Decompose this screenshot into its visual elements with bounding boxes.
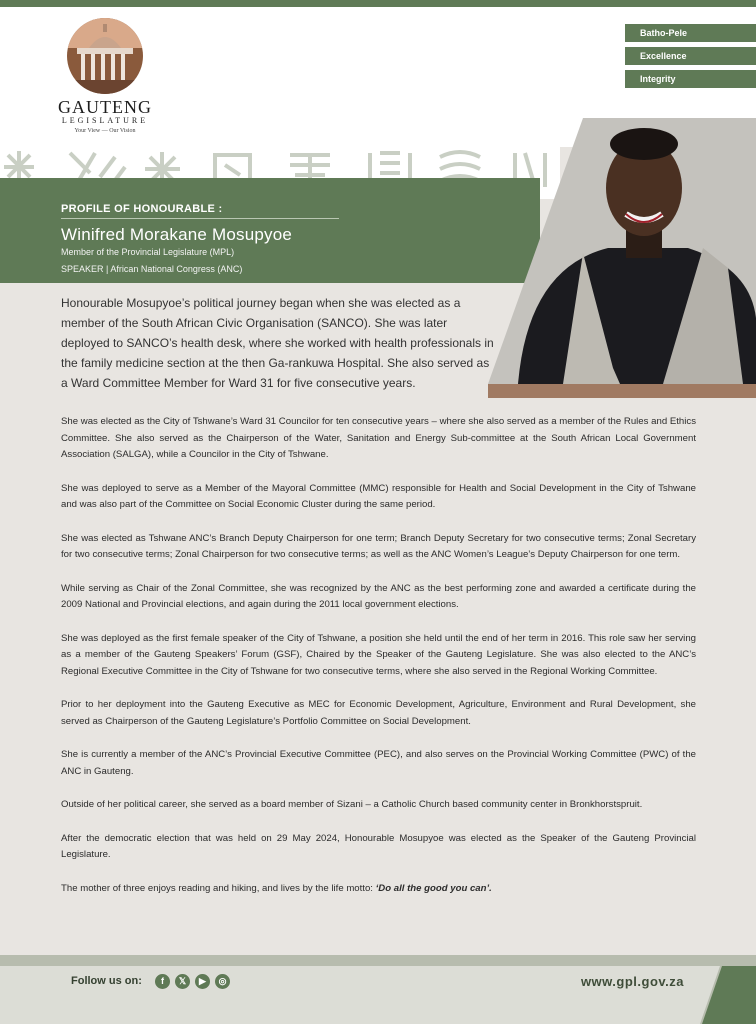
profile-name: Winifred Morakane Mosupyoe bbox=[61, 225, 293, 244]
bio-paragraph: After the democratic election that was held on 29 May 2024, Honourable Mosupyoe was elected as the Speaker of the Gauteng Provincial Legislature. bbox=[61, 832, 696, 860]
logo-subtitle: LEGISLATURE bbox=[61, 116, 149, 125]
logo-tagline: Your View — Our Vision bbox=[74, 128, 136, 134]
bio-paragraph: She is currently a member of the ANC’s Provincial Executive Committee (PEC), and also serves on the Provincial Working Committee (PWC) of the ANC in Gauteng. bbox=[61, 749, 696, 777]
legislature-building-icon bbox=[67, 18, 143, 94]
life-motto: ‘Do all the good you can’. bbox=[375, 882, 492, 894]
footer-shape bbox=[0, 960, 756, 1024]
intro-paragraph: Honourable Mosupyoe’s political journey began when she was elected as a member of the South African Civic Organisation (SANCO). She was later deployed to SANCO’s health desk, where she worked with health professionals in the family medicine section at the then Ga-rankuwa Hospital. She also served as a Ward Committee Member for Ward 31 for five consecutive years. bbox=[61, 296, 494, 390]
logo-name: GAUTENG bbox=[58, 97, 152, 117]
portrait-photo bbox=[488, 118, 756, 384]
value-batho-pele: Batho-Pele bbox=[625, 24, 756, 42]
youtube-icon[interactable]: ▶ bbox=[195, 974, 210, 989]
biography bbox=[61, 414, 696, 914]
profile-label: PROFILE OF HONOURABLE : bbox=[61, 203, 223, 215]
bio-paragraph: Prior to her deployment into the Gauteng Executive as MEC for Economic Development, Agriculture, Environment and Rural Development, she served as Chairperson of the Gauteng Legislature’s Portfolio Committee on Social Development. bbox=[61, 699, 696, 727]
top-accent-bar bbox=[0, 0, 756, 7]
photo-accent-strip bbox=[488, 384, 756, 398]
instagram-icon[interactable]: ◎ bbox=[215, 974, 230, 989]
profile-position: SPEAKER | African National Congress (ANC) bbox=[61, 264, 243, 274]
bio-paragraph: She was deployed to serve as a Member of the Mayoral Committee (MMC) responsible for Health and Social Development in the City of Tshwane and was also part of the Committee on Social Economic Cluster during the same period. bbox=[61, 482, 696, 510]
closing-paragraph bbox=[61, 881, 696, 898]
bio-paragraph: While serving as Chair of the Zonal Committee, she was recognized by the ANC as the best performing zone and awarded a certificate during the 2009 National and Provincial elections, and again during the 2011 local government elections. bbox=[61, 582, 696, 610]
profile-role: Member of the Provincial Legislature (MPL) bbox=[61, 247, 235, 257]
facebook-icon[interactable]: f bbox=[155, 974, 170, 989]
gauteng-legislature-logo bbox=[55, 18, 155, 134]
bio-paragraph: She was elected as the City of Tshwane’s Ward 31 Councilor for ten consecutive years – where she also served as a member of the Rules and Ethics Committee. She also served as the Chairperson of the Water, Sanitation and Energy Sub-committee at the South African Local Government Association (SALGA), while a Councilor in the City of Tshwane. bbox=[61, 416, 696, 460]
x-icon[interactable]: 𝕏 bbox=[175, 974, 190, 989]
bio-paragraph: Outside of her political career, she served as a board member of Sizani – a Catholic Church based community center in Bronkhorstspruit. bbox=[61, 799, 643, 810]
bio-paragraph: She was deployed as the first female speaker of the City of Tshwane, a position she held until the end of her term in 2016. This role saw her serving as a member of the Gauteng Speakers’ Forum (GSF), Chaired by the Speaker of the Gauteng Legislature. She was also elected to the ANC’s Regional Executive Committee in the City of Tshwane for two consecutive terms, where she also served in the Regional Working Committee. bbox=[61, 632, 696, 677]
closing-text: The mother of three enjoys reading and hiking, and lives by the life motto: bbox=[61, 882, 376, 894]
values-list bbox=[625, 24, 756, 93]
value-excellence: Excellence bbox=[625, 47, 756, 65]
bio-paragraph: She was elected as Tshwane ANC’s Branch Deputy Chairperson for one term; Branch Deputy Secretary for two consecutive terms; Zonal Secretary for two consecutive terms; Zonal Chairperson for two consecutive terms; as well as the ANC Women’s League’s Deputy Chairperson for one term. bbox=[61, 532, 696, 560]
profile-divider bbox=[61, 218, 339, 219]
follow-us-label: Follow us on: bbox=[71, 975, 142, 987]
website-link[interactable]: www.gpl.gov.za bbox=[580, 974, 684, 989]
value-integrity: Integrity bbox=[625, 70, 756, 88]
